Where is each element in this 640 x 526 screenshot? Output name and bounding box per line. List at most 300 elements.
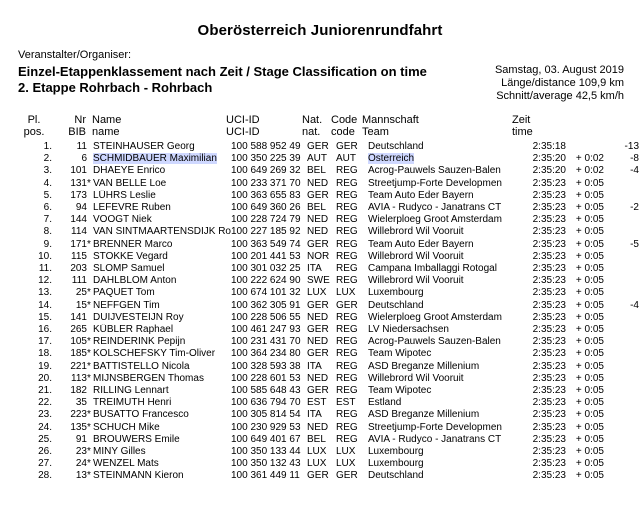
- uci-id: 100 649 401 67: [231, 433, 301, 445]
- finish-time: 2:35:23: [532, 470, 566, 482]
- finish-time: 2:35:23: [532, 311, 566, 323]
- team-code: LUX: [336, 446, 356, 458]
- finish-time: 2:35:23: [532, 238, 566, 250]
- bonus-seconds: [604, 458, 639, 470]
- team-code: REG: [336, 275, 358, 287]
- stage-info: [495, 64, 624, 103]
- time-gap: + 0:05: [575, 409, 604, 421]
- table-row: [0, 239, 639, 251]
- rider-name: DAHLBLOM Anton: [93, 275, 177, 287]
- column-header-name-line2: name: [92, 126, 120, 138]
- finish-time: 2:35:23: [532, 397, 566, 409]
- table-row: [0, 324, 639, 336]
- bonus-seconds: [604, 336, 639, 348]
- time-gap: + 0:05: [575, 385, 604, 397]
- nationality: GER: [307, 348, 329, 360]
- rider-name: MINY Gilles: [93, 446, 146, 458]
- table-row: [0, 263, 639, 275]
- bib-number: 94: [75, 202, 87, 214]
- time-gap: + 0:05: [575, 287, 604, 299]
- star-mark: *: [87, 372, 91, 384]
- rank: 16.: [38, 324, 52, 336]
- nationality: NED: [307, 336, 329, 348]
- bib-number: 144: [70, 214, 87, 226]
- team-name: Luxembourg: [368, 287, 424, 299]
- team-code: REG: [336, 226, 358, 238]
- nationality: AUT: [307, 153, 327, 165]
- time-gap: + 0:05: [575, 275, 604, 287]
- team-name: Streetjump-Forte Developmen: [368, 421, 502, 433]
- table-row: [0, 141, 639, 153]
- team-code: REG: [336, 409, 358, 421]
- nationality: NED: [307, 372, 329, 384]
- bib-number: 115: [71, 250, 87, 262]
- rank: 25.: [38, 433, 52, 445]
- bonus-seconds: [604, 190, 639, 202]
- finish-time: 2:35:23: [532, 226, 566, 238]
- uci-id: 100 364 234 80: [231, 348, 301, 360]
- team-code: REG: [336, 214, 358, 226]
- bonus-seconds: [604, 214, 639, 226]
- team-name: Team Auto Eder Bayern: [368, 238, 474, 250]
- bonus-seconds: [604, 251, 639, 263]
- rider-name: LÜHRS Leslie: [93, 189, 156, 201]
- rank: 20.: [38, 372, 52, 384]
- uci-id: 100 228 724 79: [231, 214, 301, 226]
- page-title: Oberösterreich Juniorenrundfahrt: [197, 22, 443, 39]
- team-code: GER: [336, 470, 358, 482]
- table-row: [0, 446, 639, 458]
- nationality: NED: [307, 421, 329, 433]
- uci-id: 100 228 506 55: [231, 311, 301, 323]
- rider-name: NEFFGEN Tim: [93, 299, 160, 311]
- nationality: LUX: [307, 446, 327, 458]
- rider-name: PAQUET Tom: [93, 287, 155, 299]
- time-gap: + 0:05: [575, 263, 604, 275]
- column-header-nat-line2: nat.: [302, 126, 321, 138]
- team-name: Acrog-Pauwels Sauzen-Balen: [368, 165, 501, 177]
- rank: 1.: [43, 141, 52, 152]
- finish-time: 2:35:23: [532, 360, 566, 372]
- column-header-bib-line1: Nr: [74, 114, 86, 126]
- classification-title: Einzel-Etappenklassement nach Zeit / Stage Classification on time: [18, 64, 427, 79]
- bib-number: 141: [70, 311, 87, 323]
- rider-name: KOLSCHEFSKY Tim-Oliver: [93, 348, 216, 360]
- bib-number: 111: [71, 275, 87, 287]
- table-row: [0, 214, 639, 226]
- rider-name: DHAEYE Enrico: [93, 165, 166, 177]
- rider-name: WENZEL Mats: [93, 458, 159, 470]
- rider-name: VOOGT Niek: [93, 214, 152, 226]
- team-name: Wielerploeg Groot Amsterdam: [368, 214, 502, 226]
- table-row: [0, 336, 639, 348]
- team-code: REG: [336, 263, 358, 275]
- table-row: [0, 226, 639, 238]
- bib-number: 221: [70, 360, 87, 372]
- team-name: ASD Breganze Millenium: [368, 360, 480, 372]
- finish-time: 2:35:23: [532, 299, 566, 311]
- nationality: LUX: [307, 458, 327, 470]
- column-header-team-line2: Team: [362, 126, 389, 138]
- nationality: GER: [307, 470, 329, 482]
- bonus-seconds: [604, 312, 639, 324]
- team-code: GER: [336, 299, 358, 311]
- rider-name: BUSATTO Francesco: [93, 409, 189, 421]
- bonus-seconds: -4: [630, 299, 639, 311]
- team-code: REG: [336, 177, 358, 189]
- organiser-label: Veranstalter/Organiser:: [18, 49, 132, 61]
- uci-id: 100 222 624 90: [231, 275, 301, 287]
- uci-id: 100 461 247 93: [231, 324, 301, 336]
- rank: 27.: [38, 458, 52, 470]
- nationality: GER: [307, 299, 329, 311]
- table-row: [0, 275, 639, 287]
- column-header-bib: [60, 114, 86, 138]
- nationality: GER: [307, 238, 329, 250]
- bonus-seconds: [604, 275, 639, 287]
- team-code: REG: [336, 189, 358, 201]
- bonus-seconds: [604, 287, 639, 299]
- team-name: AVIA - Rudyco - Janatrans CT: [368, 433, 502, 445]
- rider-name-highlight: SCHMIDBAUER Maximilian: [93, 153, 217, 165]
- bonus-seconds: [604, 348, 639, 360]
- bib-number: 135: [70, 421, 87, 433]
- finish-time: 2:35:23: [532, 287, 566, 299]
- rider-name: BROUWERS Emile: [93, 433, 180, 445]
- bib-number: 223: [70, 409, 87, 421]
- bib-number: 91: [75, 433, 87, 445]
- team-code: REG: [336, 202, 358, 214]
- team-name: Team Wipotec: [368, 348, 432, 360]
- bib-number: 182: [70, 385, 87, 397]
- time-gap: + 0:05: [575, 421, 604, 433]
- table-row: [0, 178, 639, 190]
- table-row: [0, 458, 639, 470]
- finish-time: 2:35:23: [532, 250, 566, 262]
- uci-id: 100 305 814 54: [231, 409, 301, 421]
- uci-id: 100 201 441 53: [231, 250, 301, 262]
- results-table-body: [0, 141, 639, 483]
- nationality: ITA: [307, 409, 322, 421]
- nationality: GER: [307, 385, 329, 397]
- rider-name: STOKKE Vegard: [93, 250, 168, 262]
- team-name: Streetjump-Forte Developmen: [368, 177, 502, 189]
- team-name: Team Wipotec: [368, 385, 432, 397]
- time-gap: + 0:05: [575, 446, 604, 458]
- time-gap: + 0:05: [575, 238, 604, 250]
- bib-number: 113: [71, 372, 87, 384]
- finish-time: 2:35:23: [532, 385, 566, 397]
- star-mark: *: [87, 470, 91, 482]
- nationality: NED: [307, 311, 329, 323]
- bib-number: 203: [70, 263, 87, 275]
- finish-time: 2:35:20: [532, 165, 566, 177]
- team-code: LUX: [336, 287, 356, 299]
- table-row: [0, 312, 639, 324]
- table-row: [0, 409, 639, 421]
- rank: 24.: [38, 421, 52, 433]
- table-row: [0, 300, 639, 312]
- time-gap: + 0:05: [575, 470, 604, 482]
- team-name: Willebrord Wil Vooruit: [368, 275, 464, 287]
- rank: 17.: [38, 336, 52, 348]
- column-header-bib-line2: BIB: [68, 126, 86, 138]
- team-code: REG: [336, 360, 358, 372]
- team-name: AVIA - Rudyco - Janatrans CT: [368, 202, 502, 214]
- table-row: [0, 434, 639, 446]
- rank: 23.: [38, 409, 52, 421]
- uci-id: 100 328 593 38: [231, 360, 301, 372]
- finish-time: 2:35:23: [532, 189, 566, 201]
- column-header-pos: [22, 114, 46, 138]
- star-mark: *: [87, 421, 91, 433]
- nationality: SWE: [307, 275, 330, 287]
- column-header-team: [362, 114, 419, 138]
- time-gap: + 0:02: [575, 153, 604, 165]
- finish-time: 2:35:23: [532, 458, 566, 470]
- bonus-seconds: [604, 409, 639, 421]
- nationality: BEL: [307, 433, 326, 445]
- team-name: Acrog-Pauwels Sauzen-Balen: [368, 336, 501, 348]
- rank: 10.: [38, 250, 52, 262]
- nationality: LUX: [307, 287, 327, 299]
- time-gap: + 0:02: [575, 165, 604, 177]
- team-code: REG: [336, 372, 358, 384]
- finish-time: 2:35:18: [532, 141, 566, 152]
- bib-number: 171: [70, 238, 87, 250]
- rank: 7.: [43, 214, 52, 226]
- bonus-seconds: [604, 434, 639, 446]
- finish-time: 2:35:20: [532, 153, 566, 165]
- rider-name: DUIJVESTEIJN Roy: [93, 311, 184, 323]
- team-name: Wielerploeg Groot Amsterdam: [368, 311, 502, 323]
- team-name: ASD Breganze Millenium: [368, 409, 480, 421]
- team-name: LV Niedersachsen: [368, 324, 449, 336]
- bonus-seconds: [604, 226, 639, 238]
- team-code: REG: [336, 250, 358, 262]
- bib-number: 23: [75, 446, 87, 458]
- uci-id: 100 301 032 25: [231, 263, 301, 275]
- nationality: GER: [307, 141, 329, 152]
- column-header-pos-line2: pos.: [23, 126, 45, 138]
- rank: 22.: [38, 397, 52, 409]
- team-code: REG: [336, 348, 358, 360]
- uci-id: 100 227 185 92: [231, 226, 301, 238]
- rank: 5.: [43, 189, 52, 201]
- time-gap: + 0:05: [575, 360, 604, 372]
- time-gap: + 0:05: [575, 202, 604, 214]
- bonus-seconds: -8: [630, 153, 639, 165]
- rider-name: REINDERINK Pepijn: [93, 336, 186, 348]
- finish-time: 2:35:23: [532, 409, 566, 421]
- rank: 14.: [38, 299, 52, 311]
- star-mark: *: [87, 299, 91, 311]
- finish-time: 2:35:23: [532, 214, 566, 226]
- rank: 6.: [43, 202, 52, 214]
- column-header-team-line1: Mannschaft: [362, 114, 419, 126]
- team-code: EST: [336, 397, 356, 409]
- rank: 12.: [38, 275, 52, 287]
- column-header-name: [92, 114, 121, 138]
- time-gap: + 0:05: [575, 177, 604, 189]
- star-mark: *: [87, 348, 91, 360]
- stage-distance: Länge/distance 109,9 km: [501, 77, 624, 89]
- bib-number: 173: [70, 189, 87, 201]
- team-code: GER: [336, 141, 358, 152]
- rank: 11.: [38, 263, 52, 275]
- time-gap: + 0:05: [575, 214, 604, 226]
- time-gap: + 0:05: [575, 299, 604, 311]
- bonus-seconds: -2: [630, 202, 639, 214]
- nationality: GER: [307, 189, 329, 201]
- bib-number: 6: [81, 153, 87, 165]
- team-code: REG: [336, 238, 358, 250]
- rank: 15.: [38, 311, 52, 323]
- bib-number: 11: [76, 141, 87, 152]
- team-code: REG: [336, 324, 358, 336]
- rider-name: VAN BELLE Loe: [93, 177, 167, 189]
- results-table: [0, 141, 639, 483]
- rider-name: BATTISTELLO Nicola: [93, 360, 190, 372]
- team-name: Deutschland: [368, 470, 424, 482]
- team-code: REG: [336, 165, 358, 177]
- uci-id: 100 363 655 83: [231, 189, 301, 201]
- rider-name: STEINMANN Kieron: [93, 470, 184, 482]
- team-name: Estland: [368, 397, 402, 409]
- star-mark: *: [87, 458, 91, 470]
- table-row: [0, 348, 639, 360]
- star-mark: *: [87, 287, 91, 299]
- time-gap: + 0:05: [575, 311, 604, 323]
- uci-id: 100 588 952 49: [231, 141, 301, 152]
- rider-name: SCHUCH Mike: [93, 421, 160, 433]
- uci-id: 100 362 305 91: [231, 299, 301, 311]
- finish-time: 2:35:23: [532, 446, 566, 458]
- stage-average: Schnitt/average 42,5 km/h: [496, 90, 624, 102]
- star-mark: *: [87, 446, 91, 458]
- uci-id: 100 350 133 44: [231, 446, 301, 458]
- bonus-seconds: -4: [630, 165, 639, 177]
- finish-time: 2:35:23: [532, 202, 566, 214]
- bonus-seconds: [604, 422, 639, 434]
- column-header-time-line1: Zeit: [512, 114, 531, 126]
- team-code: REG: [336, 421, 358, 433]
- bib-number: 265: [70, 324, 87, 336]
- bib-number: 24: [75, 458, 87, 470]
- bonus-seconds: [604, 178, 639, 190]
- bib-number: 101: [70, 165, 87, 177]
- time-gap: + 0:05: [575, 189, 604, 201]
- column-header-nat-line1: Nat.: [302, 114, 323, 126]
- finish-time: 2:35:23: [532, 275, 566, 287]
- team-name: Deutschland: [368, 141, 424, 152]
- time-gap: + 0:05: [575, 324, 604, 336]
- rank: 19.: [38, 360, 52, 372]
- nationality: EST: [307, 397, 327, 409]
- bonus-seconds: [604, 385, 639, 397]
- rider-name: MIJNSBERGEN Thomas: [93, 372, 204, 384]
- star-mark: *: [87, 238, 91, 250]
- uci-id: 100 363 549 74: [231, 238, 301, 250]
- rider-name: [93, 153, 231, 165]
- team-name: Luxembourg: [368, 458, 424, 470]
- bonus-seconds: [604, 361, 639, 373]
- nationality: NED: [307, 214, 329, 226]
- rank: 13.: [38, 287, 52, 299]
- rank: 2.: [43, 153, 52, 165]
- bonus-seconds: [604, 324, 639, 336]
- uci-id: 100 350 132 43: [231, 458, 301, 470]
- finish-time: 2:35:23: [532, 372, 566, 384]
- table-row: [0, 397, 639, 409]
- team-name: Campana Imballaggi Rotogal: [368, 263, 497, 275]
- finish-time: 2:35:23: [532, 348, 566, 360]
- team-code: AUT: [336, 153, 356, 165]
- finish-time: 2:35:23: [532, 177, 566, 189]
- team-name: Willebrord Wil Vooruit: [368, 250, 464, 262]
- bonus-seconds: [604, 470, 639, 482]
- table-row: [0, 385, 639, 397]
- rider-name: SLOMP Samuel: [93, 263, 165, 275]
- rank: 3.: [43, 165, 52, 177]
- star-mark: *: [87, 360, 91, 372]
- time-gap: + 0:05: [575, 397, 604, 409]
- bonus-seconds: [604, 263, 639, 275]
- finish-time: 2:35:23: [532, 263, 566, 275]
- team-code: REG: [336, 311, 358, 323]
- bib-number: 185: [70, 348, 87, 360]
- column-header-code-line1: Code: [331, 114, 358, 126]
- star-mark: *: [87, 177, 91, 189]
- nationality: GER: [307, 324, 329, 336]
- column-header-uci-line2: UCI-ID: [226, 126, 260, 138]
- column-header-code: [331, 114, 357, 138]
- column-header-name-line1: Name: [92, 114, 122, 126]
- stage-date: Samstag, 03. August 2019: [494, 64, 624, 76]
- star-mark: *: [87, 409, 91, 421]
- stage-heading: [18, 64, 427, 96]
- rank: 26.: [38, 446, 52, 458]
- nationality: NED: [307, 226, 329, 238]
- column-header-time-line2: time: [512, 126, 533, 138]
- uci-id: 100 649 360 26: [231, 202, 301, 214]
- table-row: [0, 422, 639, 434]
- time-gap: + 0:05: [575, 372, 604, 384]
- bib-number: 25: [75, 287, 87, 299]
- time-gap: [566, 141, 604, 153]
- bonus-seconds: -5: [630, 238, 639, 250]
- rank: 9.: [43, 238, 52, 250]
- team-name: Willebrord Wil Vooruit: [368, 372, 464, 384]
- finish-time: 2:35:23: [532, 421, 566, 433]
- finish-time: 2:35:23: [532, 336, 566, 348]
- time-gap: + 0:05: [575, 458, 604, 470]
- nationality: BEL: [307, 165, 326, 177]
- rider-name: LEFEVRE Ruben: [93, 202, 171, 214]
- uci-id: 100 233 371 70: [231, 177, 301, 189]
- team-code: REG: [336, 336, 358, 348]
- rider-name: RILLING Lennart: [93, 385, 169, 397]
- bib-number: 105: [70, 336, 87, 348]
- rider-name: KÜBLER Raphael: [93, 324, 174, 336]
- time-gap: + 0:05: [575, 226, 604, 238]
- finish-time: 2:35:23: [532, 324, 566, 336]
- uci-id: 100 636 794 70: [231, 397, 301, 409]
- uci-id: 100 585 648 43: [231, 385, 301, 397]
- uci-id: 100 674 101 32: [231, 287, 301, 299]
- uci-id: 100 361 449 11: [231, 470, 300, 482]
- team-name: Luxembourg: [368, 446, 424, 458]
